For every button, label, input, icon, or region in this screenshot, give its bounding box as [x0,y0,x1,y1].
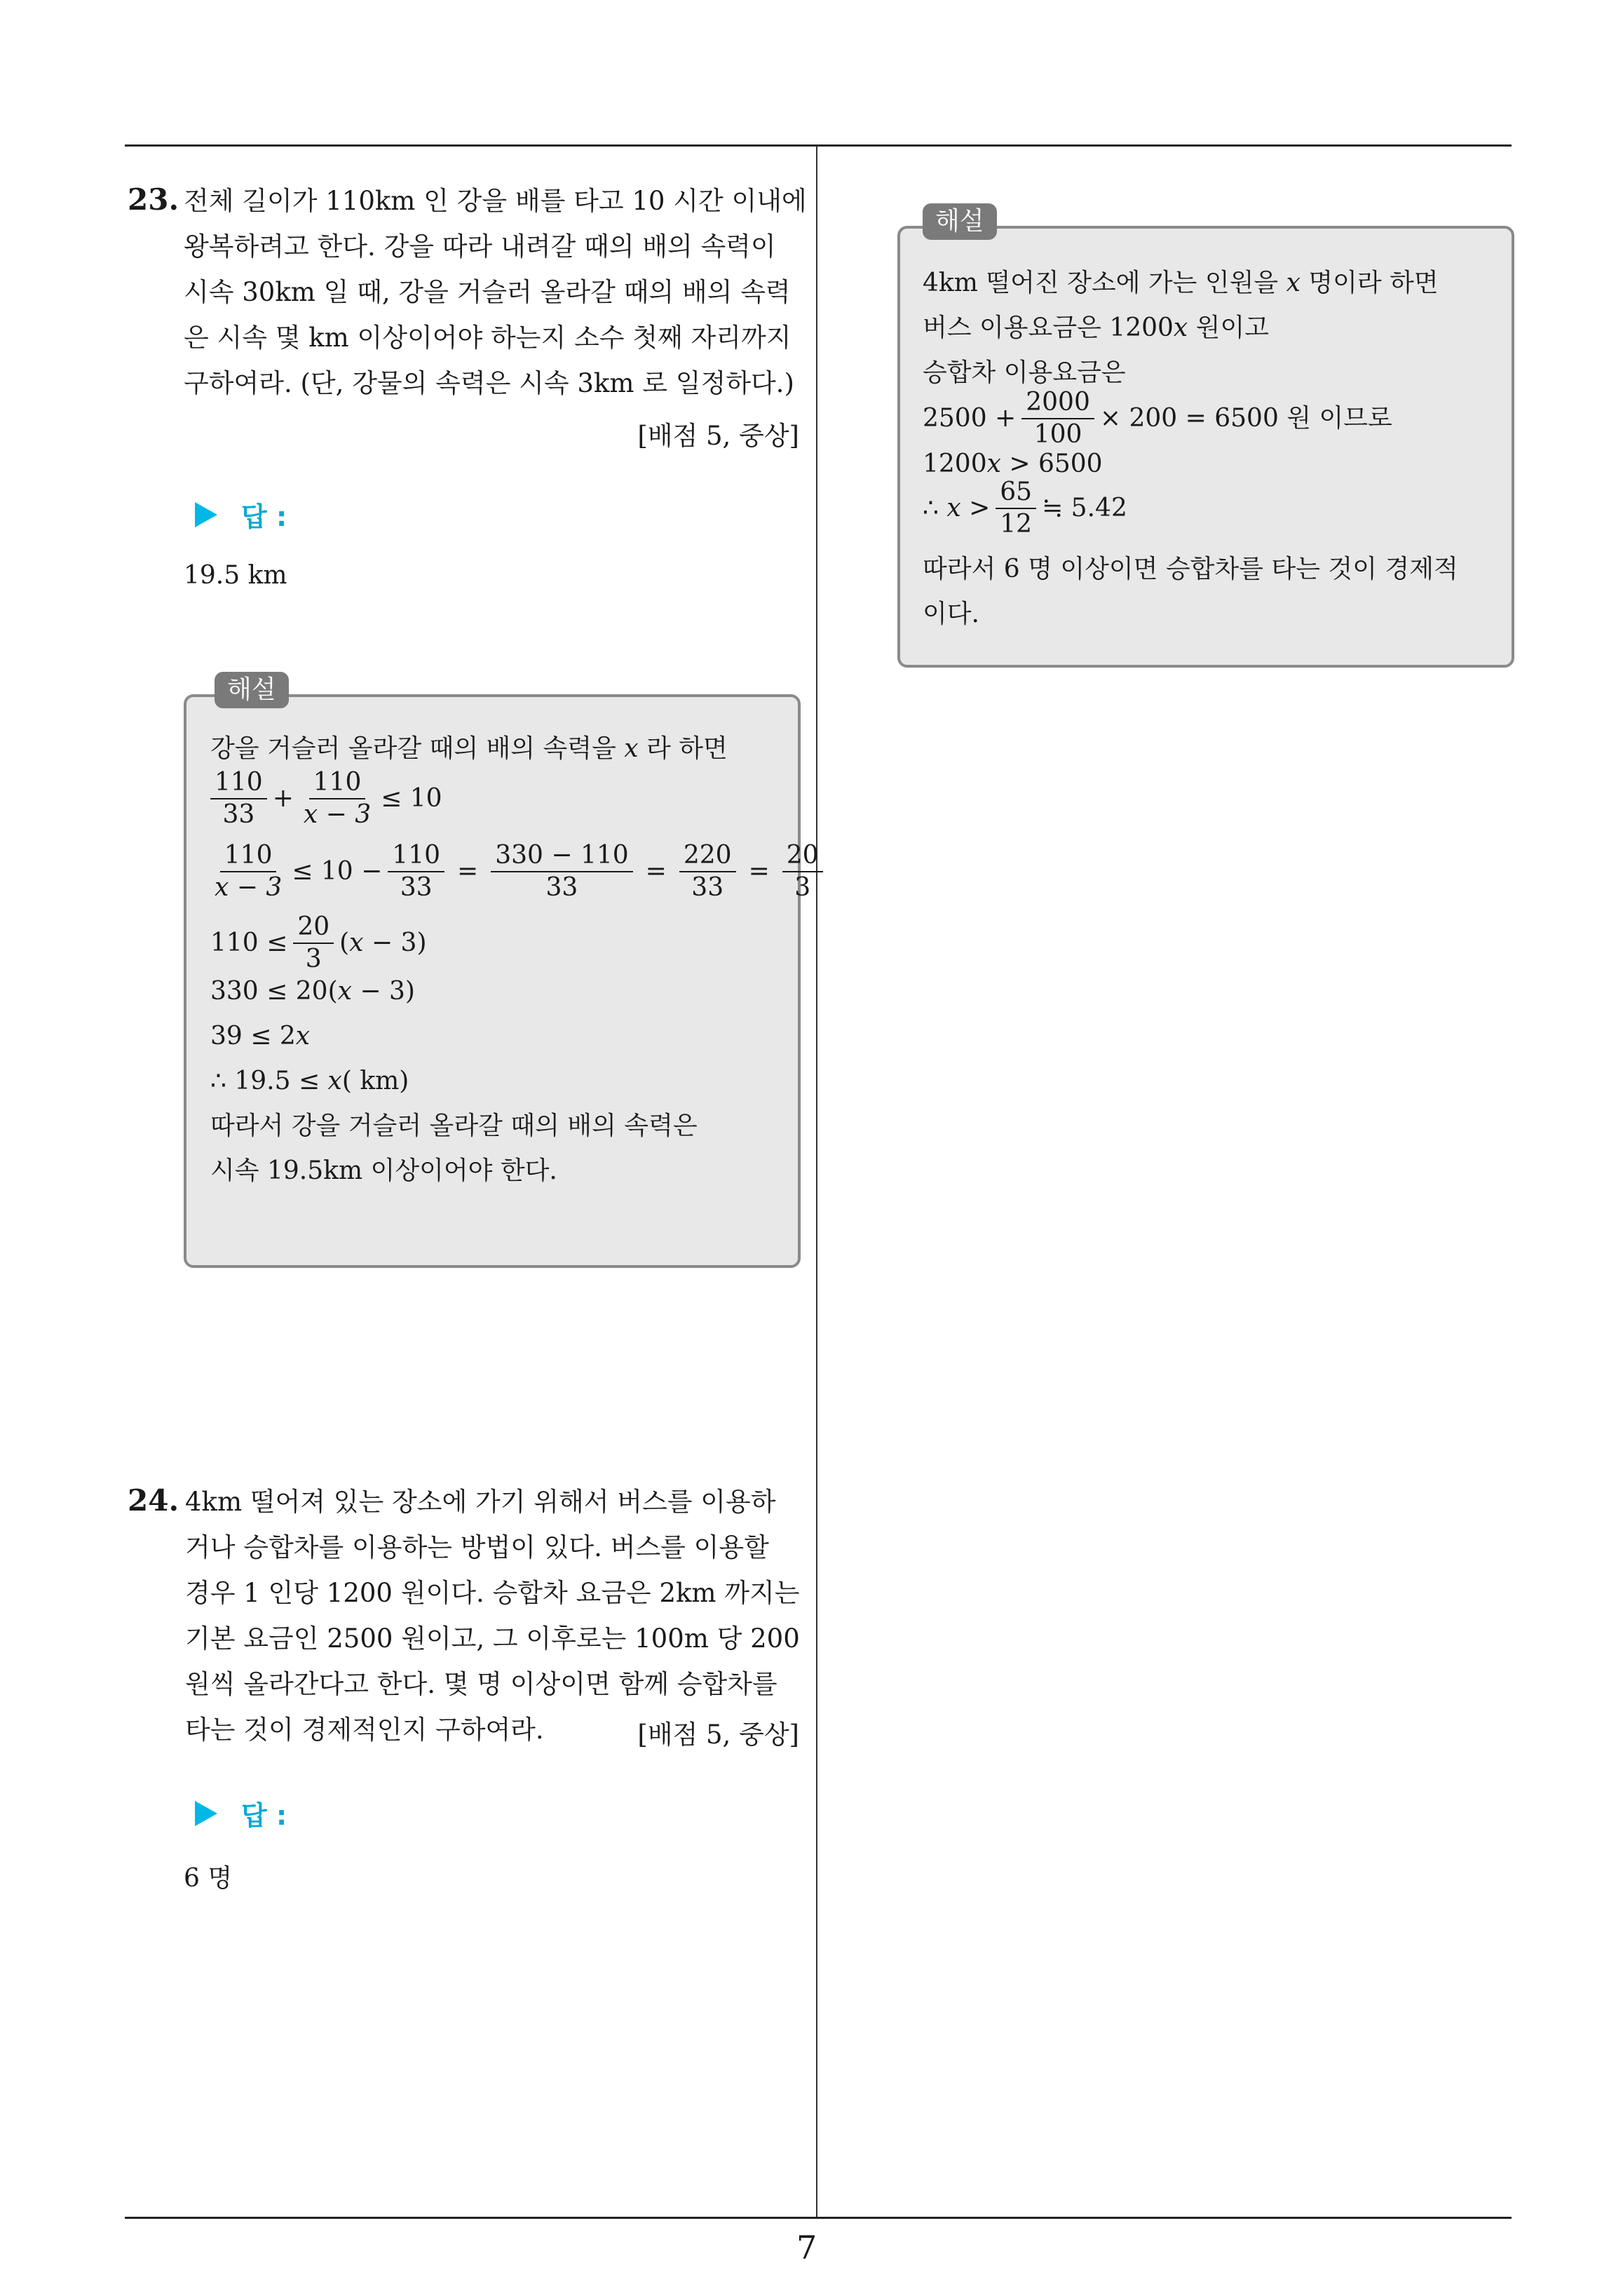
fraction: $\frac{110}{\text{𝑥 − 3}}$ [303,768,372,829]
question-text-line: 시속 30km 일 때, 강을 거슬러 올라갈 때의 배의 속력 [184,277,791,307]
fraction: $\frac{20}{3}$ [293,914,334,972]
solution-line: 승합차 이용요금은 [923,358,1126,387]
fraction: $\frac{110}{\text{𝑥 − 3}}$ [215,841,283,902]
solution-inequality-3: 110 ≤ $\frac{20}{3}$ (𝑥 − 3) [210,912,427,973]
score-label: [배점 5, 중상] [637,421,799,451]
question-text-line: 거나 승합차를 이용하는 방법이 있다. 버스를 이용할 [185,1532,769,1562]
solution-line: 39 ≤ 2𝑥 [210,1022,311,1051]
solution-line: 330 ≤ 20(𝑥 − 3) [210,977,415,1006]
solution-line: 강을 거슬러 올라갈 때의 배의 속력을 𝑥 라 하면 [210,734,728,763]
fraction: $\frac{110}{33}$ [388,843,444,900]
question-text-line: 경우 1 인당 1200 원이다. 승합차 요금은 2km 까지는 [185,1578,800,1608]
play-triangle-icon [195,1801,217,1826]
solution-line: 따라서 6 명 이상이면 승합차를 타는 것이 경제적 [923,555,1458,583]
page-number: 7 [796,2229,817,2267]
answer-value: 19.5 km [184,561,287,590]
answer-value: 6 명 [184,1864,233,1893]
question-text-line: 기본 요금인 2500 원이고, 그 이후로는 100m 당 200 [185,1623,800,1654]
bottom-rule [125,2217,1512,2219]
solution-line: 시속 19.5km 이상이어야 한다. [210,1156,557,1185]
answer-label: 답 : [241,1800,287,1831]
question-text-line: 구하여라. (단, 강물의 속력은 시속 3km 로 일정하다.) [184,368,794,398]
solution-line: 버스 이용요금은 1200𝑥 원이고 [923,313,1270,342]
top-rule [125,144,1512,147]
fraction: $\frac{110}{33}$ [210,770,267,828]
solution-box [184,675,819,1268]
solution-line: 따라서 강을 거슬러 올라갈 때의 배의 속력은 [210,1112,698,1140]
solution-inequality-1: $\frac{110}{33}$ + $\frac{110}{\text{𝑥 − 3}}$ ≤ 10 [205,770,442,828]
fraction: $\frac{330 - 110}{33}$ [491,843,632,900]
fraction: $\frac{65}{12}$ [996,480,1036,537]
play-triangle-icon [195,502,217,527]
solution-box [897,207,1514,668]
solution-equation: 2500 + $\frac{2000}{100}$ × 200 = 6500 원 이므로 [923,388,1392,449]
question-number: 24. [128,1483,179,1518]
solution-line: 4km 떨어진 장소에 가는 인원을 𝑥 명이라 하면 [923,269,1439,297]
question-text-line: 4km 떨어져 있는 장소에 가기 위해서 버스를 이용하 [185,1487,776,1517]
score-label: [배점 5, 중상] [637,1720,799,1750]
solution-tag: 해설 [923,203,997,240]
fraction: $\frac{2000}{100}$ [1021,390,1094,447]
solution-inequality: ∴ 𝑥 > $\frac{65}{12}$ ≒ 5.42 [923,478,1127,539]
answer-label: 답 : [241,501,287,532]
fraction: $\frac{220}{33}$ [679,843,736,900]
question-text-line: 왕복하려고 한다. 강을 따라 내려갈 때의 배의 속력이 [184,231,776,262]
question-text-line: 전체 길이가 110km 인 강을 배를 타고 10 시간 이내에 [184,186,807,216]
column-divider [816,146,817,2218]
question-text-line: 은 시속 몇 km 이상이어야 하는지 소수 첫째 자리까지 [184,323,792,353]
solution-line: 이다. [923,600,979,628]
solution-line: 1200𝑥 > 6500 [923,450,1103,478]
solution-equation-2: $\frac{110}{\text{𝑥 − 3}}$ ≤ 10 − $\frac{110}{33}$ = $\frac{330 - 110}{33}$ = $\frac{220}{33}$ = $\frac{20}{3}$ [205,843,829,900]
solution-line: ∴ 19.5 ≤ 𝑥( km) [210,1067,409,1095]
answer-header [195,1794,287,1832]
answer-header [195,495,287,534]
question-text-line: 원씩 올라간다고 한다. 몇 명 이상이면 함께 승합차를 [185,1669,777,1699]
question-text-line: 타는 것이 경제적인지 구하여라. [185,1715,544,1745]
solution-tag: 해설 [215,672,289,708]
fraction: $\frac{20}{3}$ [782,843,823,900]
question-number: 23. [128,182,179,217]
